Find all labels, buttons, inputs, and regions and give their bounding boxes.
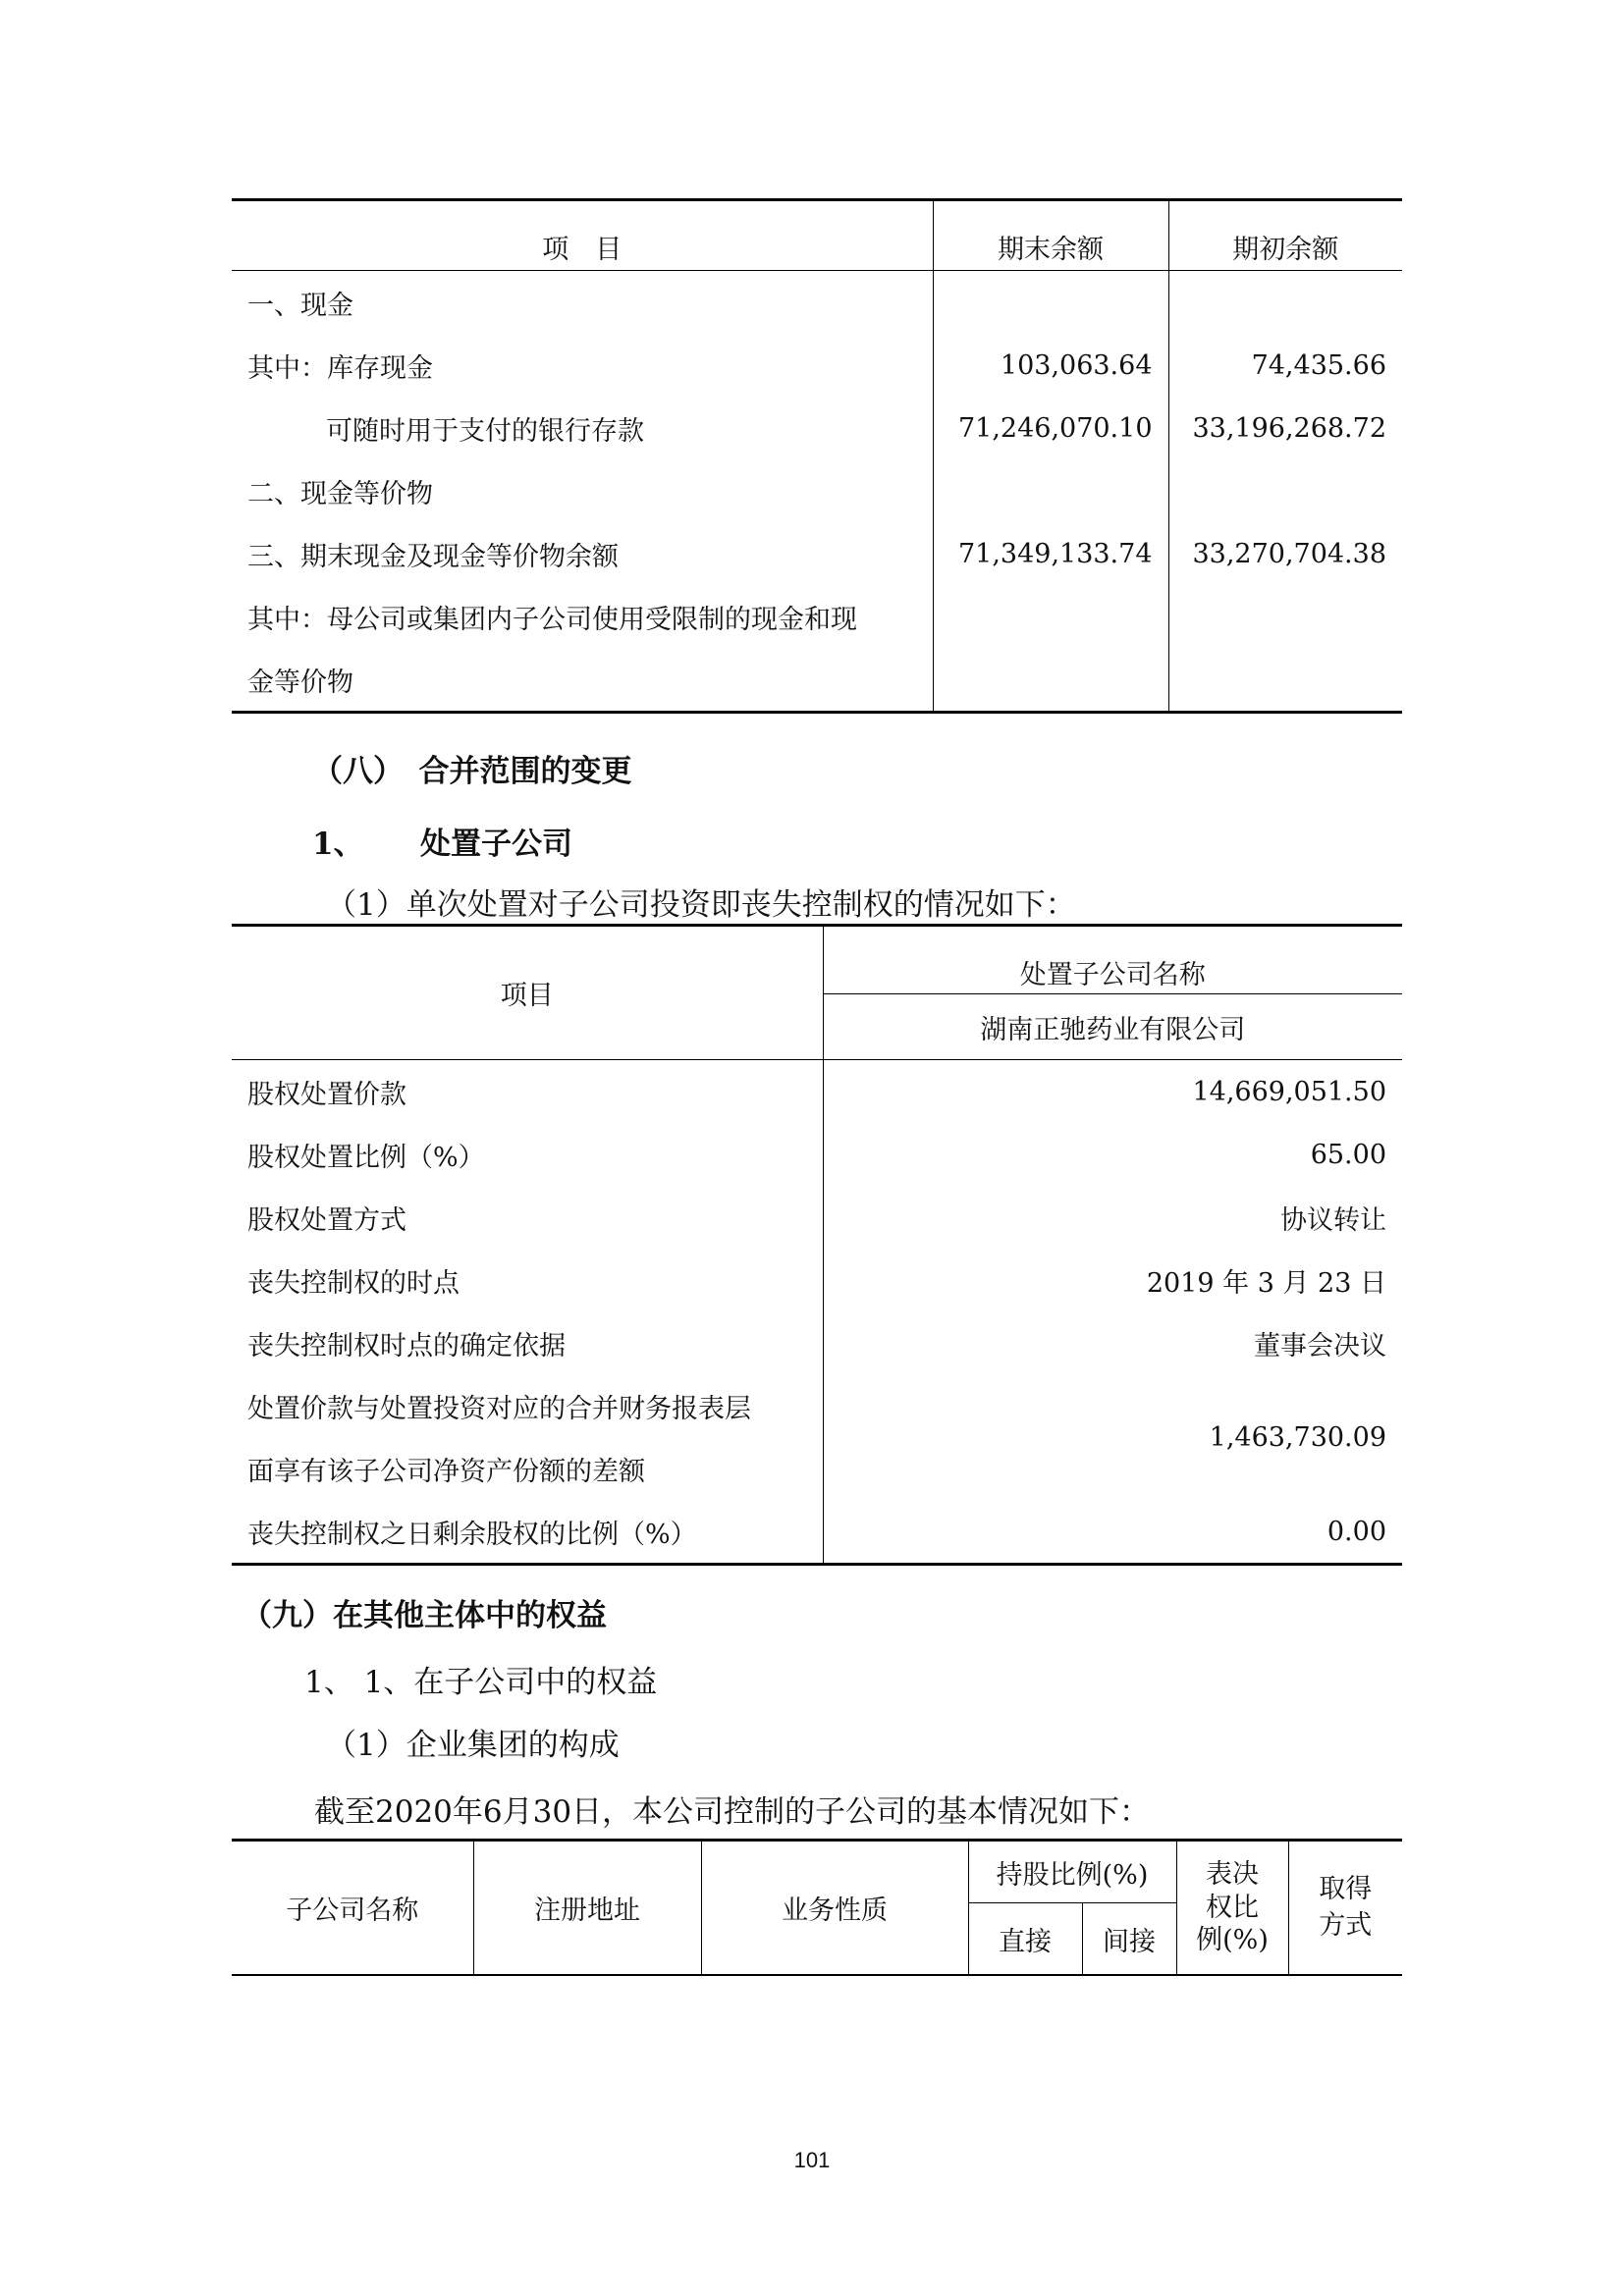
header-acquisition-line1: 取得 — [1319, 1874, 1373, 1905]
row-begin — [1168, 585, 1402, 648]
row-item: 三、期末现金及现金等价物余额 — [247, 541, 619, 572]
table-header-row — [232, 200, 1402, 271]
section-8-sub1-title: 处置子公司 — [420, 827, 572, 862]
row-value: 2019 年 3 月 23 日 — [823, 1249, 1402, 1311]
header-voting-ratio-line2: 权比 — [1206, 1892, 1259, 1923]
row-label: 股权处置比例（%） — [247, 1142, 485, 1173]
header-end-balance: 期末余额 — [933, 200, 1168, 271]
row-value: 1,463,730.09 — [823, 1374, 1402, 1500]
header-subsidiary-name: 子公司名称 — [286, 1896, 419, 1926]
header-shareholding-ratio: 持股比例(%) — [968, 1841, 1176, 1903]
cash-equivalents-table — [232, 198, 1402, 714]
row-end: 71,349,133.74 — [933, 522, 1168, 585]
row-begin: 33,270,704.38 — [1168, 522, 1402, 585]
section-9-title: （九）在其他主体中的权益 — [242, 1598, 607, 1633]
table-row — [232, 1249, 1402, 1311]
row-item: 其中：库存现金 — [247, 352, 433, 384]
section-9-sub2: （1）企业集团的构成 — [326, 1728, 620, 1763]
row-begin — [1168, 271, 1402, 335]
table-row — [232, 585, 1402, 648]
row-value: 董事会决议 — [823, 1311, 1402, 1374]
section-8-paragraph: （1）单次处置对子公司投资即丧失控制权的情况如下： — [326, 887, 1076, 923]
row-item: 金等价物 — [247, 667, 353, 698]
row-begin: 74,435.66 — [1168, 334, 1402, 397]
section-9-sub1: 1、 1、在子公司中的权益 — [304, 1665, 658, 1700]
table-row — [232, 1374, 1402, 1437]
row-label: 面享有该子公司净资产份额的差额 — [247, 1456, 645, 1487]
row-item: 二、现金等价物 — [247, 478, 433, 509]
header-voting-ratio-line3: 例(%) — [1196, 1925, 1269, 1956]
header-disposed-subsidiary: 处置子公司名称 — [823, 926, 1402, 994]
header-begin-balance: 期初余额 — [1168, 200, 1402, 271]
table-row — [232, 648, 1402, 713]
row-label: 股权处置方式 — [247, 1204, 406, 1236]
header-item: 项目 — [232, 926, 823, 1060]
table-row — [232, 1060, 1402, 1124]
table-row — [232, 271, 1402, 335]
header-acquisition-method — [1288, 1841, 1402, 1976]
section-9-paragraph: 截至2020年6月30日，本公司控制的子公司的基本情况如下： — [314, 1794, 1151, 1830]
row-item: 一、现金 — [247, 290, 353, 321]
subsidiary-disposal-table — [232, 924, 1402, 1566]
table-header-row — [232, 926, 1402, 994]
table-row — [232, 522, 1402, 585]
row-begin: 33,196,268.72 — [1168, 397, 1402, 459]
header-acquisition-line2: 方式 — [1319, 1909, 1373, 1941]
row-end — [933, 585, 1168, 648]
row-value: 14,669,051.50 — [823, 1060, 1402, 1124]
section-8-title: （八） 合并范围的变更 — [312, 754, 632, 789]
row-begin — [1168, 648, 1402, 713]
row-end — [933, 271, 1168, 335]
table-row — [232, 334, 1402, 397]
row-end: 103,063.64 — [933, 334, 1168, 397]
header-business-nature: 业务性质 — [701, 1841, 968, 1976]
row-value: 65.00 — [823, 1123, 1402, 1186]
header-direct: 直接 — [968, 1903, 1082, 1976]
row-label: 丧失控制权时点的确定依据 — [247, 1330, 566, 1362]
header-registered-address: 注册地址 — [473, 1841, 701, 1976]
row-label: 处置价款与处置投资对应的合并财务报表层 — [247, 1393, 751, 1424]
header-voting-ratio — [1176, 1841, 1288, 1976]
table-row — [232, 459, 1402, 522]
table-row — [232, 1500, 1402, 1565]
row-item: 其中：母公司或集团内子公司使用受限制的现金和现 — [247, 604, 857, 635]
header-indirect: 间接 — [1082, 1903, 1176, 1976]
table-row — [232, 397, 1402, 459]
row-value: 0.00 — [823, 1500, 1402, 1565]
subsidiary-composition-table — [232, 1839, 1402, 1976]
table-row — [232, 1186, 1402, 1249]
header-voting-ratio-line1: 表决 — [1206, 1858, 1259, 1890]
row-item: 可随时用于支付的银行存款 — [326, 415, 644, 447]
row-value: 协议转让 — [823, 1186, 1402, 1249]
table-row — [232, 1311, 1402, 1374]
row-end — [933, 459, 1168, 522]
row-label: 丧失控制权之日剩余股权的比例（%） — [247, 1519, 697, 1550]
row-label: 股权处置价款 — [247, 1079, 406, 1110]
section-8-sub1-number: 1、 — [312, 827, 364, 862]
header-item: 项 目 — [232, 200, 933, 271]
header-company-name: 湖南正驰药业有限公司 — [823, 994, 1402, 1060]
row-end: 71,246,070.10 — [933, 397, 1168, 459]
row-begin — [1168, 459, 1402, 522]
page-number: 101 — [793, 2148, 831, 2172]
table-header-row — [232, 1841, 1402, 1903]
row-end — [933, 648, 1168, 713]
row-label: 丧失控制权的时点 — [247, 1267, 460, 1299]
table-row — [232, 1123, 1402, 1186]
